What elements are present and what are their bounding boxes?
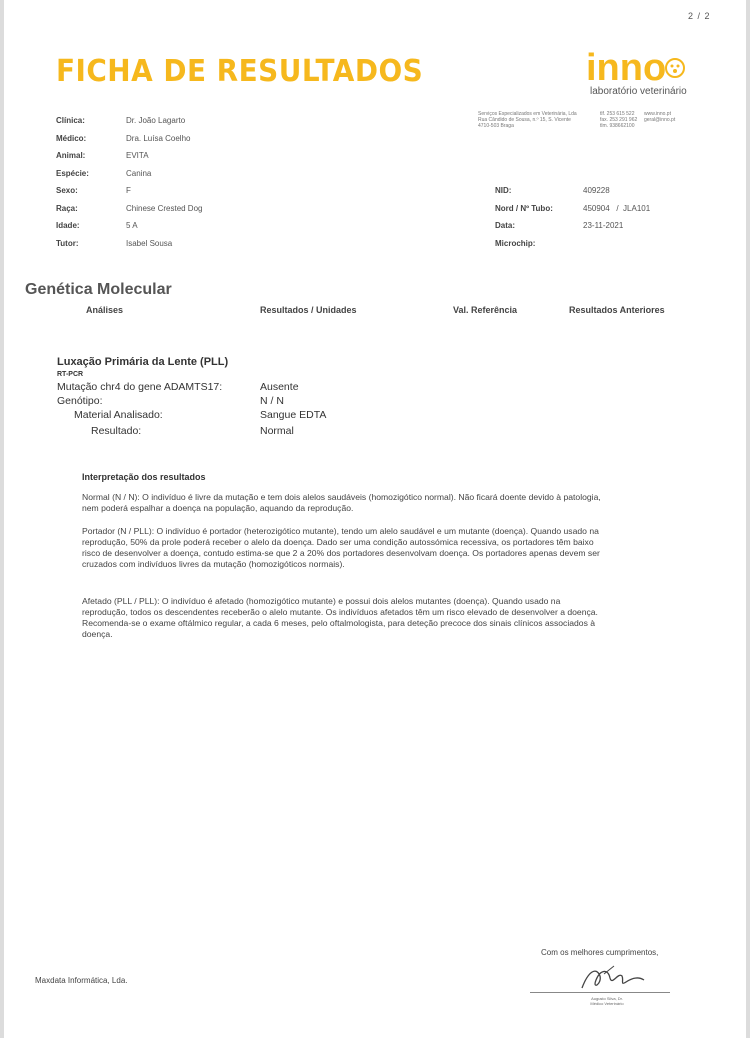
interpretation-paragraph: Portador (N / PLL): O indivíduo é portador (heterozigótico mutante), tendo um alelo saudável e um mutante (doença). Quando usado na reprodução, 50% da prole poderá receber o alelo da doença. Dado ser uma condição autossómica recessiva, os portadores têm baixo risco de desenvolver a doença, contudo estima-se que 2 a 20% dos portadores desenvolvam doença. Os portadores apenas devem ser cruzados com indivíduos livres da mutação (homozigóticos normais). bbox=[82, 526, 600, 569]
patient-label: Espécie: bbox=[56, 169, 89, 178]
signature-name: Augusto Silva, Dr. bbox=[591, 996, 623, 1001]
result-value: N / N bbox=[260, 395, 284, 407]
signature-image bbox=[574, 962, 654, 994]
patient-value: Chinese Crested Dog bbox=[126, 204, 203, 213]
section-title: Genética Molecular bbox=[25, 281, 172, 298]
report-title: FICHA DE RESULTADOS bbox=[56, 54, 424, 89]
lab-logo-mark bbox=[584, 44, 694, 96]
patient-label: Idade: bbox=[56, 221, 80, 230]
patient-value: Isabel Sousa bbox=[126, 239, 173, 248]
patient-value: F bbox=[126, 186, 131, 195]
paw-icon bbox=[666, 59, 684, 77]
lab-web bbox=[644, 111, 689, 123]
sample-value: 23-11-2021 bbox=[583, 221, 624, 230]
result-label: Material Analisado: bbox=[74, 409, 163, 421]
column-header: Resultados / Unidades bbox=[260, 305, 357, 315]
page-number: 2 / 2 bbox=[688, 11, 711, 21]
patient-label: Sexo: bbox=[56, 186, 78, 195]
column-header: Análises bbox=[86, 305, 124, 315]
patient-value: EVITA bbox=[126, 151, 149, 160]
interpretation-paragraph: Afetado (PLL / PLL): O indivíduo é afetado (homozigótico mutante) e possui dois alelos mutantes (doença). Quando usado na reprodução, todos os descendentes receberão o alelo mutante. Os indivíduos afetados têm um risco elevado de desenvolver a doença. Recomenda-se o exame oftálmico regular, a cada 6 meses, pelo oftalmologista, para deteção precoce dos sinais clínicos associados à doença. bbox=[82, 596, 598, 639]
signature-line bbox=[530, 992, 670, 993]
contact-line: fax. 253 291 962 bbox=[600, 117, 638, 123]
address-line: Rua Cândido de Sousa, n.º 15, S. Vicente bbox=[478, 117, 571, 123]
sample-value: 409228 bbox=[583, 186, 610, 195]
footer-text: Maxdata Informática, Lda. bbox=[35, 976, 128, 985]
patient-value: Canina bbox=[126, 169, 152, 178]
contact-line: tlm. 938662100 bbox=[600, 123, 635, 129]
test-method: RT-PCR bbox=[57, 371, 84, 378]
sample-label: Nord / Nº Tubo: bbox=[495, 204, 553, 213]
sample-label: Microchip: bbox=[495, 239, 536, 248]
address-line: Serviços Especializados em Veterinária, Lda bbox=[478, 111, 577, 117]
patient-value: Dr. João Lagarto bbox=[126, 116, 186, 125]
closing-greeting: Com os melhores cumprimentos, bbox=[541, 948, 659, 957]
address-line: 4710-503 Braga bbox=[478, 123, 514, 129]
patient-label: Clínica: bbox=[56, 116, 85, 125]
sample-label: Data: bbox=[495, 221, 516, 230]
lab-contacts bbox=[600, 111, 645, 129]
lab-address bbox=[478, 111, 583, 129]
result-label: Mutação chr4 do gene ADAMTS17: bbox=[57, 381, 223, 393]
patient-label: Raça: bbox=[56, 204, 78, 213]
sample-value: 450904 / JLA101 bbox=[583, 204, 651, 213]
patient-label: Animal: bbox=[56, 151, 86, 160]
patient-value: Dra. Luísa Coelho bbox=[126, 134, 191, 143]
interpretation-paragraph: Normal (N / N): O indivíduo é livre da mutação e tem dois alelos saudáveis (homozigótico normal). Não ficará doente devido à patologia, nem poderá espalhar a doença na população, aquando da reprodução. bbox=[82, 492, 601, 513]
patient-label: Médico: bbox=[56, 134, 87, 143]
signature-block bbox=[577, 996, 637, 1006]
signature-role: Médico Veterinário bbox=[590, 1001, 624, 1006]
sample-label: NID: bbox=[495, 186, 512, 195]
lab-logo-text: inno bbox=[586, 47, 667, 89]
result-value: Ausente bbox=[260, 381, 299, 393]
column-header: Resultados Anteriores bbox=[569, 305, 665, 315]
patient-label: Tutor: bbox=[56, 239, 79, 248]
interpretation-title: Interpretação dos resultados bbox=[82, 472, 206, 482]
test-title: Luxação Primária da Lente (PLL) bbox=[57, 356, 229, 368]
lab-logo bbox=[584, 44, 694, 101]
website-line: www.inno.pt bbox=[644, 111, 671, 117]
result-label: Genótipo: bbox=[57, 395, 103, 407]
result-value: Sangue EDTA bbox=[260, 409, 327, 421]
lab-logo-subtitle: laboratório veterinário bbox=[590, 86, 687, 96]
patient-value: 5 A bbox=[126, 221, 138, 230]
report-page bbox=[4, 0, 746, 1038]
contact-line: tlf. 253 615 522 bbox=[600, 111, 635, 117]
email-line: geral@inno.pt bbox=[644, 117, 676, 123]
result-value: Normal bbox=[260, 425, 294, 437]
column-header: Val. Referência bbox=[453, 305, 518, 315]
result-label: Resultado: bbox=[91, 425, 142, 437]
